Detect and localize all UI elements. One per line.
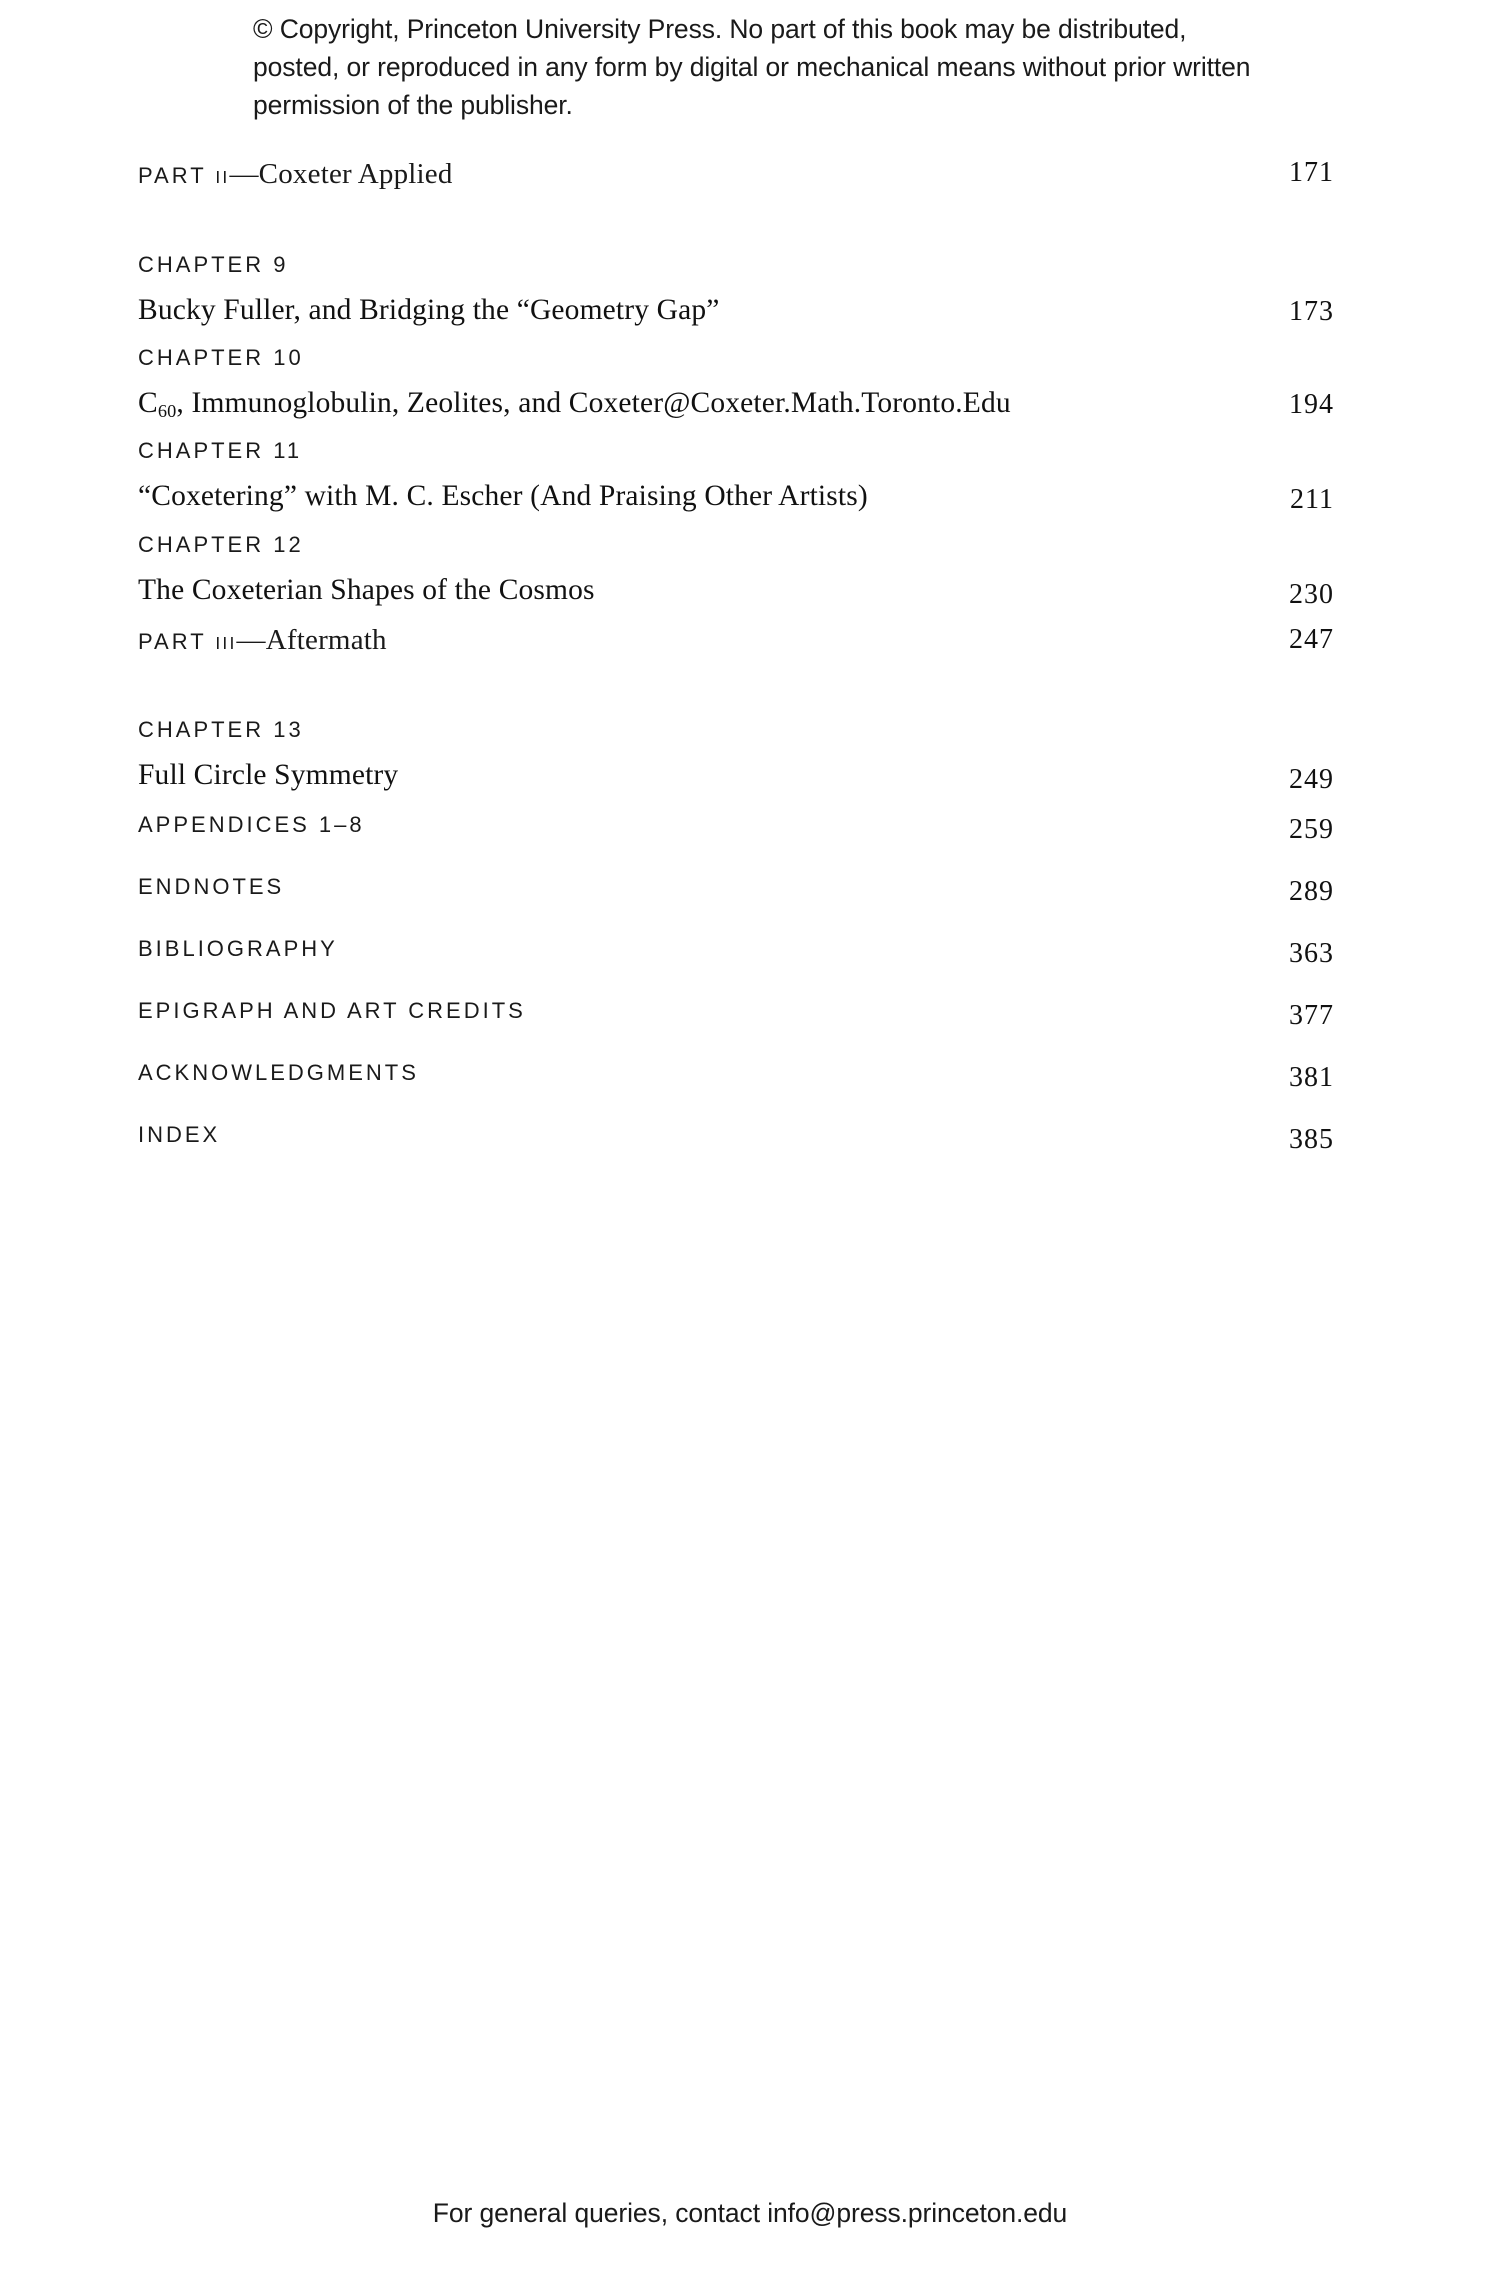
toc-page-number: 363: [1289, 938, 1334, 969]
toc-entry-acknowledgments[interactable]: [138, 1062, 1334, 1124]
toc-part-roman: II: [215, 167, 230, 187]
toc-chapter-title: Bucky Fuller, and Bridging the “Geometry Gap”: [138, 294, 720, 326]
toc-chapter-label: CHAPTER 13: [138, 717, 304, 742]
toc-part-title: —Coxeter Applied: [229, 158, 453, 190]
toc-chapter-label: CHAPTER 9: [138, 252, 289, 277]
toc-chapter-title-lead: C: [138, 387, 158, 419]
toc-entry-epigraph-and-art-credits[interactable]: [138, 1000, 1334, 1062]
toc-chapter-title: [138, 387, 1011, 422]
toc-page-number: 377: [1289, 1000, 1334, 1031]
toc-page-number: 194: [1289, 389, 1334, 420]
toc-entry-chapter-12[interactable]: [138, 534, 1334, 626]
toc-page-number: 173: [1289, 296, 1334, 327]
toc-entry-chapter-9[interactable]: [138, 254, 1334, 347]
toc-page-number: 289: [1289, 876, 1334, 907]
toc-entry-chapter-13[interactable]: [138, 719, 1334, 814]
toc-page-number: 171: [1289, 157, 1334, 188]
toc-page-number: 385: [1289, 1124, 1334, 1155]
toc-entry-appendices[interactable]: [138, 814, 1334, 876]
toc-part-prefix: PART: [138, 163, 216, 188]
toc-entry-bibliography[interactable]: [138, 938, 1334, 1000]
toc-page-number: 247: [1289, 624, 1334, 655]
toc-section-label: ACKNOWLEDGMENTS: [138, 1060, 419, 1085]
toc-chapter-title: The Coxeterian Shapes of the Cosmos: [138, 574, 595, 606]
toc-entry-endnotes[interactable]: [138, 876, 1334, 938]
toc-part-label: [138, 626, 387, 655]
toc-section-label: ENDNOTES: [138, 874, 285, 899]
toc-chapter-title-subscript: 60: [157, 401, 177, 422]
toc-section-label: APPENDICES 1–8: [138, 812, 365, 837]
toc-entry-chapter-11[interactable]: [138, 440, 1334, 534]
toc-page-number: 259: [1289, 814, 1334, 845]
toc-page-number: 230: [1289, 579, 1334, 610]
toc-page-number: 249: [1289, 764, 1334, 795]
toc-entry-part-ii[interactable]: [138, 157, 1334, 254]
toc-chapter-title: “Coxetering” with M. C. Escher (And Praising Other Artists): [138, 480, 868, 512]
toc-chapter-label: CHAPTER 12: [138, 532, 304, 557]
toc-chapter-label: CHAPTER 10: [138, 345, 304, 370]
toc-section-label: EPIGRAPH AND ART CREDITS: [138, 998, 526, 1023]
table-of-contents: [138, 157, 1334, 1186]
toc-chapter-label: CHAPTER 11: [138, 438, 303, 463]
toc-chapter-title: Full Circle Symmetry: [138, 759, 399, 791]
toc-section-label: BIBLIOGRAPHY: [138, 936, 338, 961]
toc-section-label: INDEX: [138, 1122, 221, 1147]
toc-entry-chapter-10[interactable]: [138, 347, 1334, 440]
toc-part-title: —Aftermath: [236, 624, 387, 656]
footer-notice: For general queries, contact info@press.princeton.edu: [432, 2198, 1068, 2228]
toc-entry-part-iii[interactable]: [138, 626, 1334, 719]
toc-page-number: 211: [1290, 484, 1334, 515]
toc-part-roman: III: [215, 633, 237, 653]
copyright-notice: © Copyright, Princeton University Press. No part of this book may be distributed, posted, or reproduced in any form by digital or mechanical means without prior written permission of the publisher.: [253, 14, 1251, 120]
toc-entry-index[interactable]: [138, 1124, 1334, 1186]
toc-chapter-title-rest: , Immunoglobulin, Zeolites, and Coxeter@Coxeter.Math.Toronto.Edu: [176, 387, 1011, 419]
toc-part-label: [138, 160, 453, 189]
toc-part-prefix: PART: [138, 629, 216, 654]
toc-page-number: 381: [1289, 1062, 1334, 1093]
